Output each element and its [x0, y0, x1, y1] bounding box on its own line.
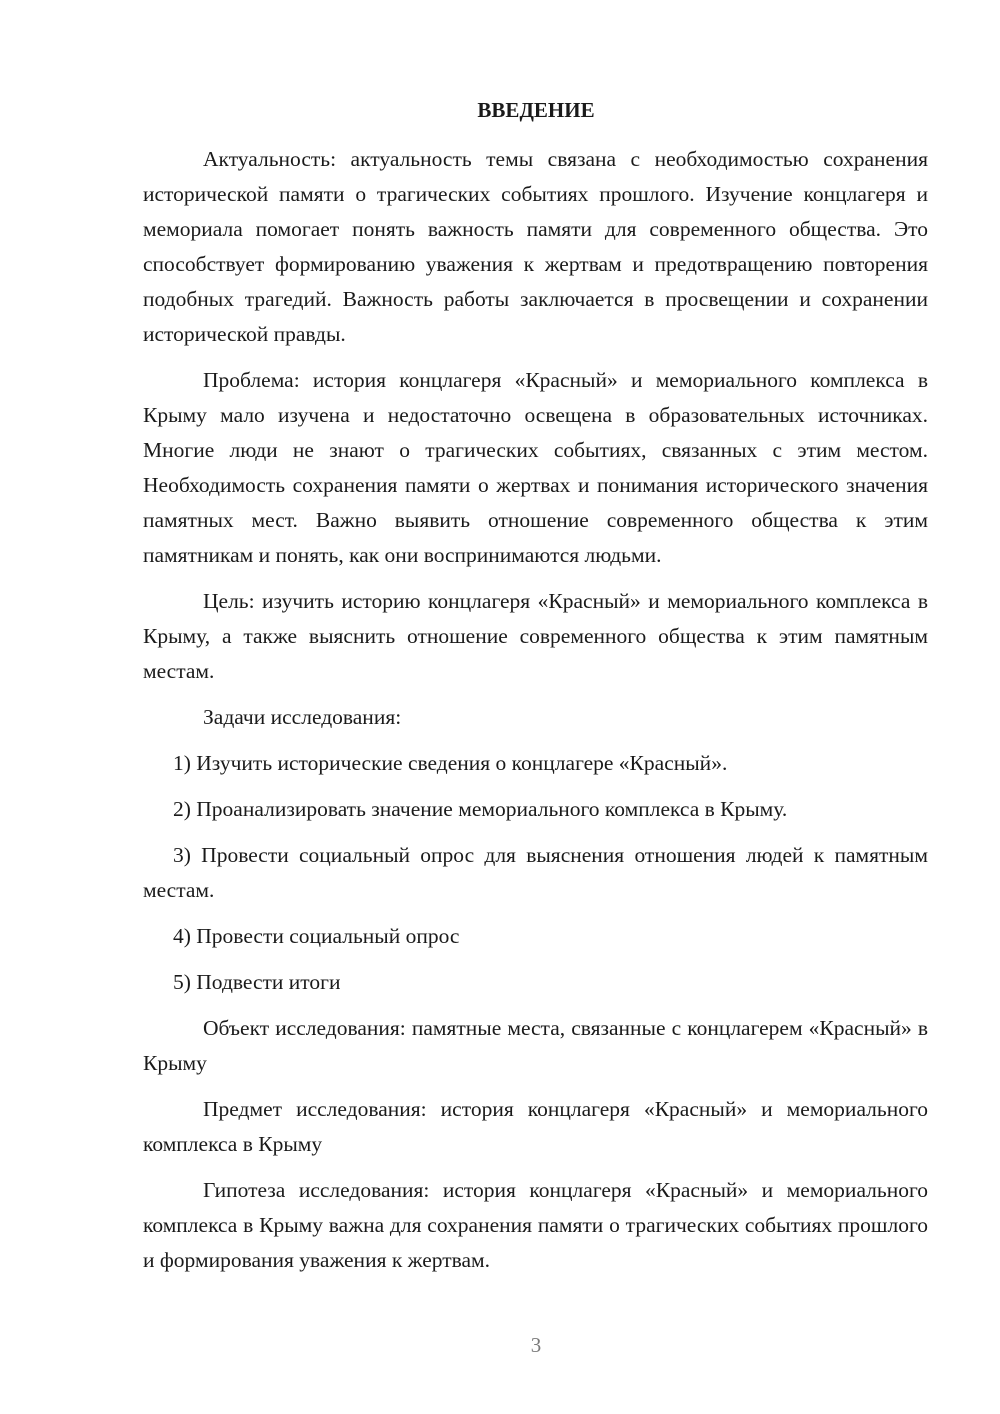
task-item-2: 2) Проанализировать значение мемориального комплекса в Крыму.	[173, 797, 788, 821]
tasks-title: Задачи исследования:	[203, 705, 402, 729]
page-title: ВВЕДЕНИЕ	[477, 98, 595, 122]
task-item-4: 4) Провести социальный опрос	[173, 924, 460, 948]
page-number: 3	[530, 1333, 542, 1357]
task-item-3: 3) Провести социальный опрос для выяснения отношения людей к памятным местам.	[143, 843, 928, 902]
paragraph-relevance: Актуальность: актуальность темы связана с необходимостью сохранения исторической памяти о трагических событиях прошлого. Изучение концлагеря и мемориала помогает понять важность памяти для современного общества. Это способствует формированию уважения к жертвам и предотвращению повторения подобных трагедий. Важность работы заключается в просвещении и сохранении исторической правды.	[143, 147, 928, 346]
paragraph-object: Объект исследования: памятные места, связанные с концлагерем «Красный» в Крыму	[143, 1016, 928, 1075]
paragraph-subject: Предмет исследования: история концлагеря «Красный» и мемориального комплекса в Крыму	[143, 1097, 928, 1156]
task-item-5: 5) Подвести итоги	[173, 970, 341, 994]
paragraph-goal: Цель: изучить историю концлагеря «Красный» и мемориального комплекса в Крыму, а также выяснить отношение современного общества к этим памятным местам.	[143, 589, 928, 683]
paragraph-hypothesis: Гипотеза исследования: история концлагеря «Красный» и мемориального комплекса в Крыму важна для сохранения памяти о трагических событиях прошлого и формирования уважения к жертвам.	[143, 1178, 928, 1272]
paragraph-problem: Проблема: история концлагеря «Красный» и мемориального комплекса в Крыму мало изучена и недостаточно освещена в образовательных источниках. Многие люди не знают о трагических событиях, связанных с этим местом. Необходимость сохранения памяти о жертвах и понимания исторического значения памятных мест. Важно выявить отношение современного общества к этим памятникам и понять, как они воспринимаются людьми.	[143, 368, 928, 567]
document-body	[143, 142, 928, 1289]
task-item-1: 1) Изучить исторические сведения о концлагере «Красный».	[173, 751, 728, 775]
